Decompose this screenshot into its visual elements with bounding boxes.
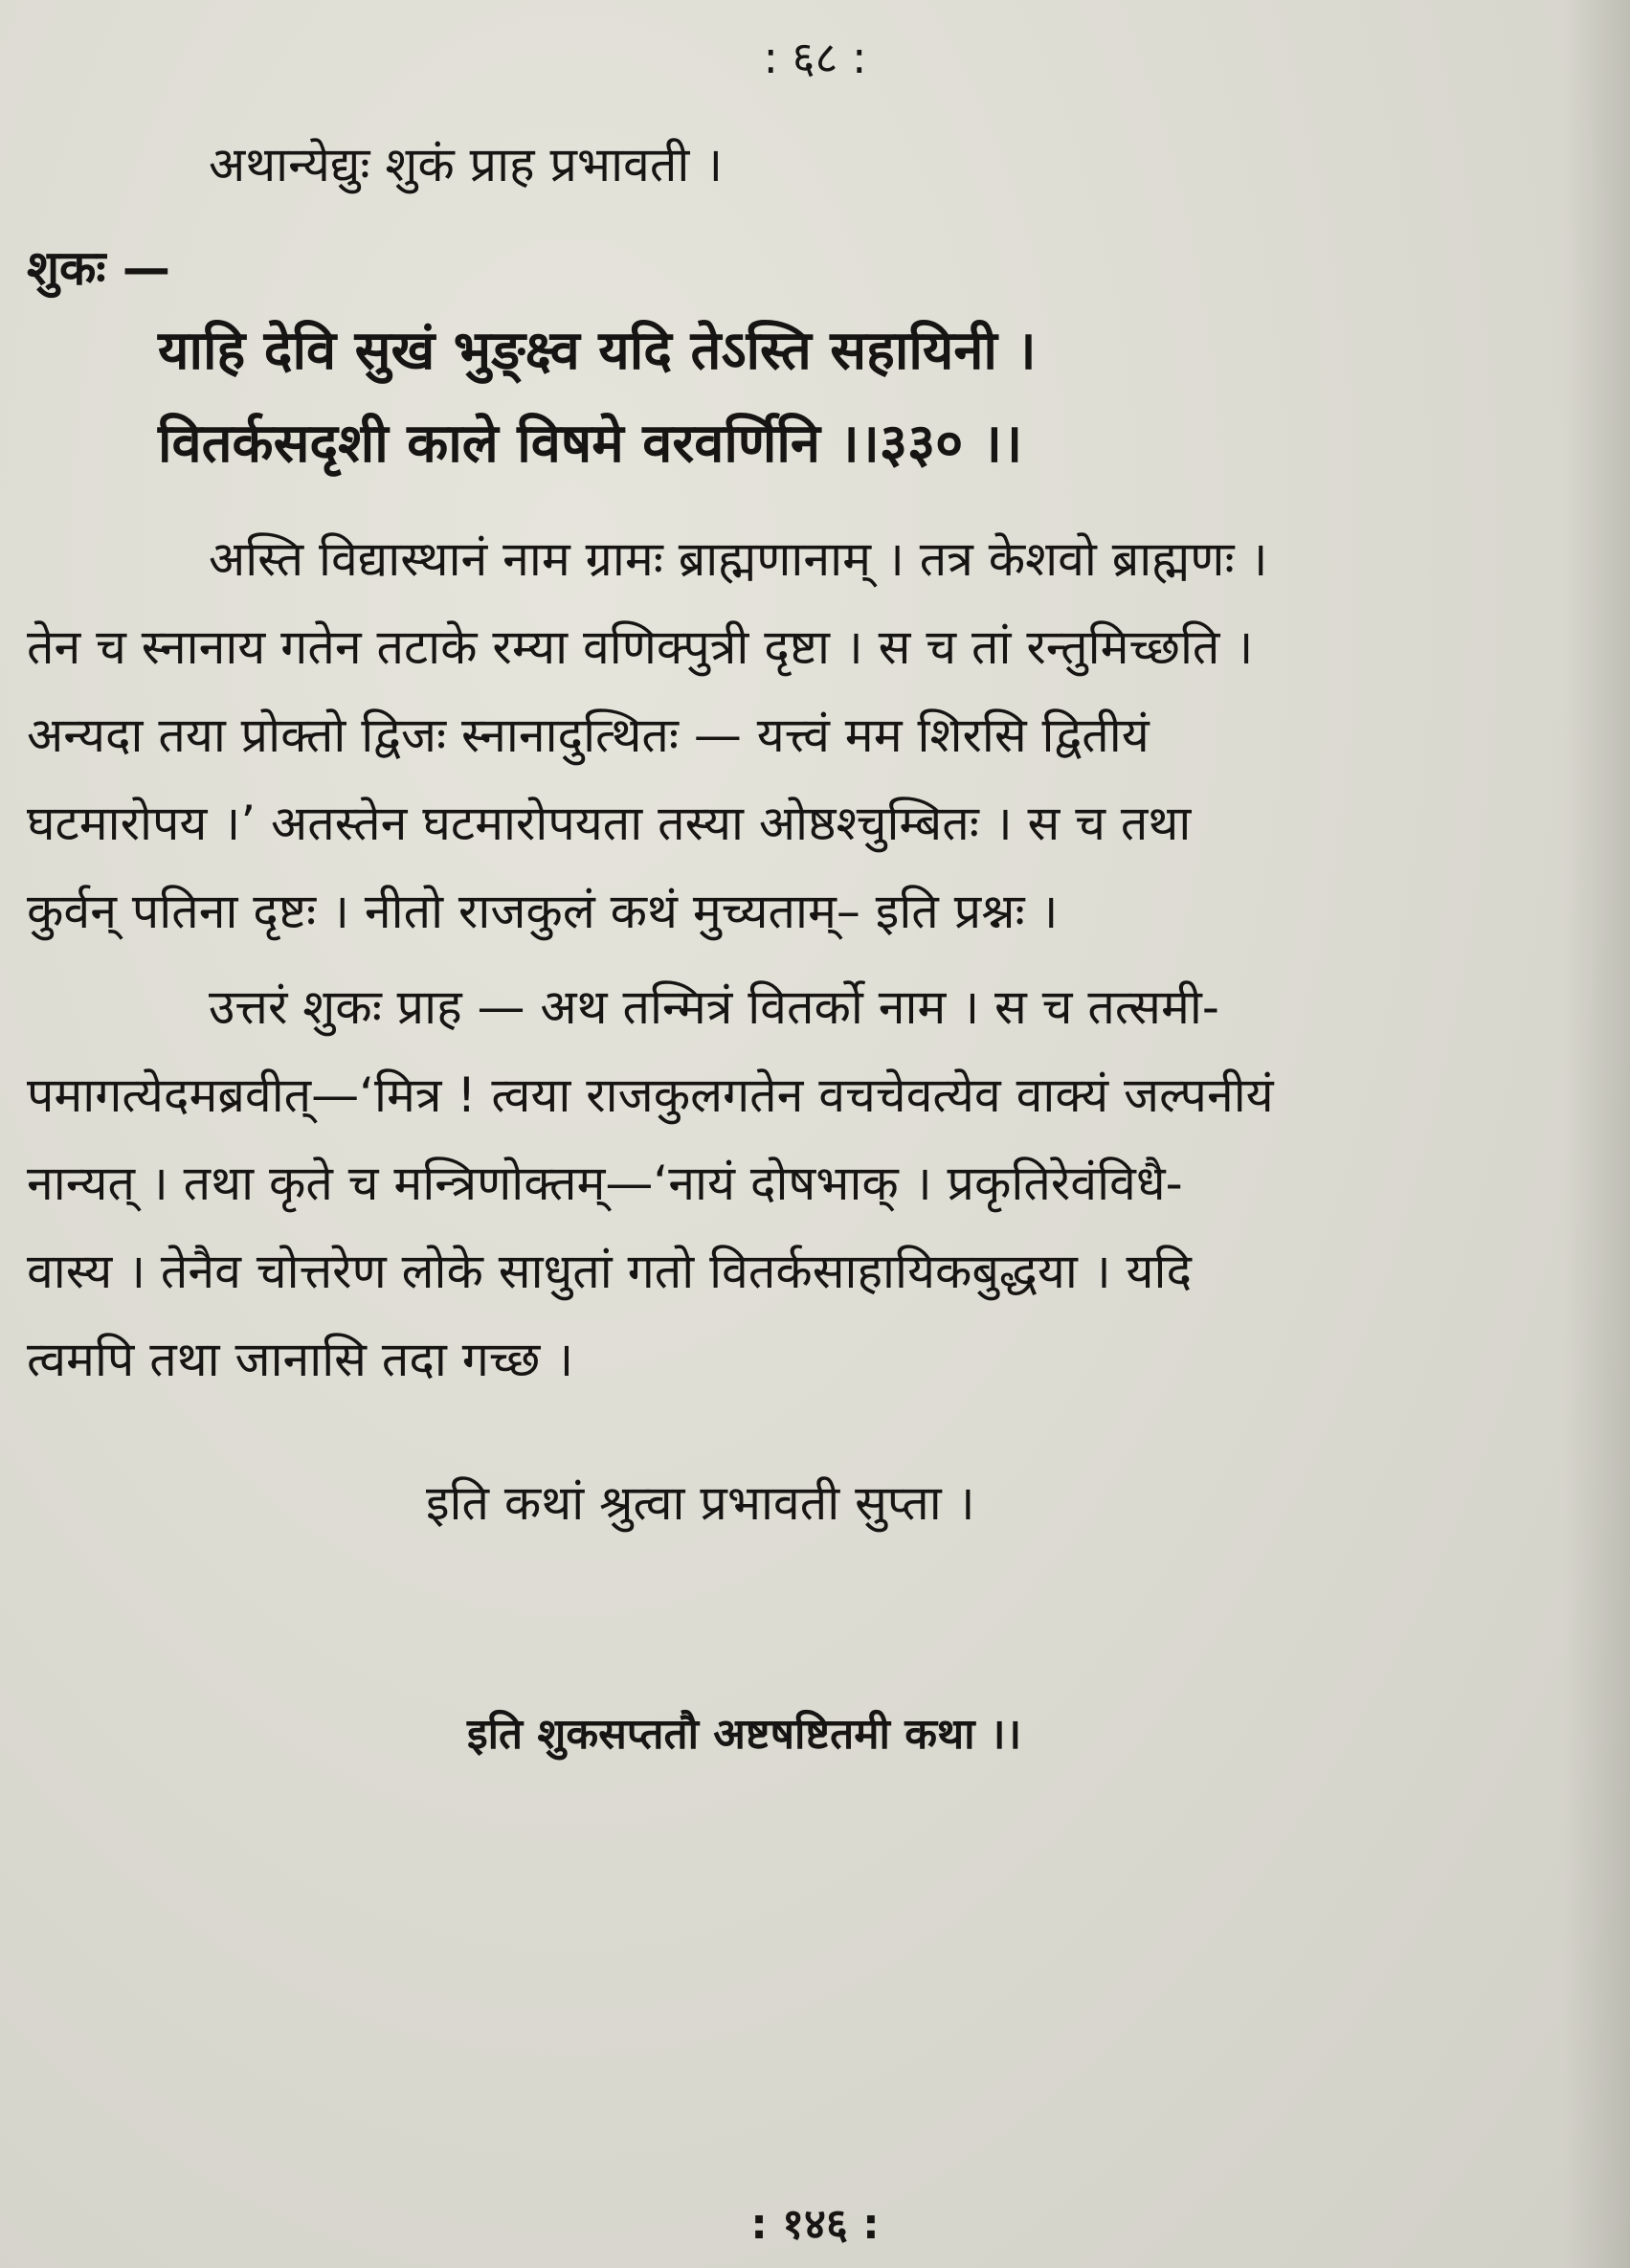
top-folio-number: : ६८ : xyxy=(763,32,867,83)
colophon-line: इति शुकसप्ततौ अष्टषष्टितमी कथा ।। xyxy=(467,1710,1022,1759)
verse-line-2: वितर्कसदृशी काले विषमे वरवर्णिनि ।।३३० ।। xyxy=(158,413,1023,475)
paragraph-1-line: अन्यदा तया प्रोक्तो द्विजः स्नानादुत्थितः — यत्त्वं मम शिरसि द्वितीयं xyxy=(27,707,1150,763)
speaker-label: शुकः — xyxy=(27,240,170,296)
paragraph-1-line: तेन च स्नानाय गतेन तटाके रम्या वणिक्पुत्री दृष्टा । स च तां रन्तुमिच्छति । xyxy=(27,619,1254,675)
paragraph-1-line: अस्ति विद्यास्थानं नाम ग्रामः ब्राह्मणानाम् । तत्र केशवो ब्राह्मणः । xyxy=(209,531,1268,587)
paragraph-2-line: नान्यत् । तथा कृते च मन्त्रिणोक्तम्—‘नायं दोषभाक् । प्रकृतिरेवंविधै- xyxy=(27,1156,1183,1211)
paragraph-1-line: घटमारोपय ।’ अतस्तेन घटमारोपयता तस्या ओष्ठश्चुम्बितः । स च तथा xyxy=(27,796,1192,851)
bottom-folio-number: : १४६ : xyxy=(750,2200,880,2249)
closing-line: इति कथां श्रुत्वा प्रभावती सुप्ता । xyxy=(426,1475,975,1531)
verse-line-1: याहि देवि सुखं भुङ्क्ष्व यदि तेऽस्ति सहायिनी । xyxy=(158,320,1037,382)
paragraph-2-line: वास्य । तेनैव चोत्तरेण लोके साधुतां गतो वितर्कसाहायिकबुद्धया । यदि xyxy=(27,1244,1193,1299)
intro-line: अथान्येद्युः शुकं प्राह प्रभावती । xyxy=(209,137,724,192)
paragraph-2-line: उत्तरं शुकः प्राह — अथ तन्मित्रं वितर्को नाम । स च तत्समी- xyxy=(209,979,1219,1035)
paragraph-2-line: त्वमपि तथा जानासि तदा गच्छ । xyxy=(27,1332,574,1387)
paragraph-2-line: पमागत्येदमब्रवीत्—‘मित्र ! त्वया राजकुलगतेन वचचेवत्येव वाक्यं जल्पनीयं xyxy=(27,1067,1274,1123)
paragraph-1-line: कुर्वन् पतिना दृष्टः । नीतो राजकुलं कथं मुच्यताम्– इति प्रश्नः । xyxy=(27,884,1059,939)
